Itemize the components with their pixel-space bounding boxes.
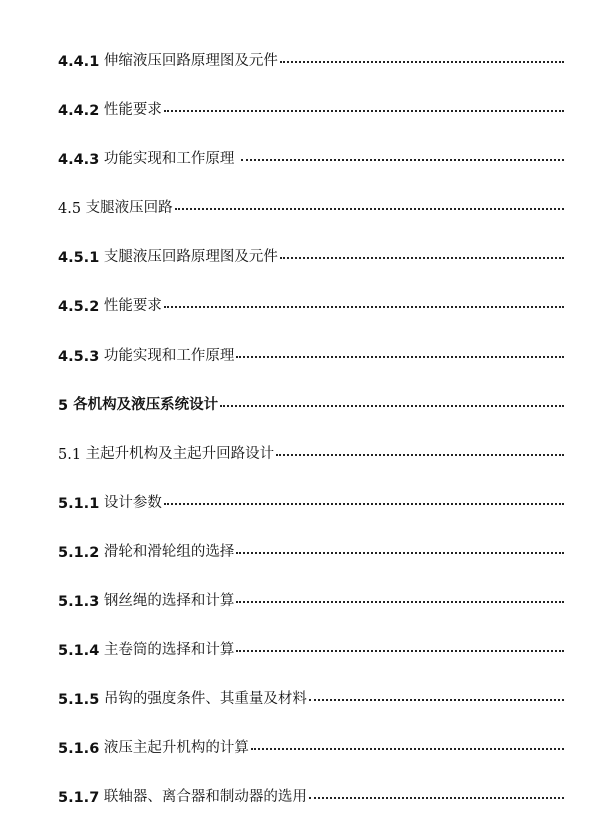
section-title: 设计参数 bbox=[103, 494, 162, 511]
dot-leader bbox=[236, 650, 564, 652]
section-number: 4.4.2 bbox=[58, 103, 100, 120]
section-number: 5.1.5 bbox=[58, 692, 100, 709]
toc-entry[interactable] bbox=[58, 512, 564, 561]
dot-leader bbox=[276, 454, 564, 456]
dot-leader bbox=[251, 748, 564, 750]
toc-entry[interactable] bbox=[58, 365, 564, 414]
section-title: 钢丝绳的选择和计算 bbox=[103, 593, 235, 610]
dot-leader bbox=[164, 306, 564, 308]
section-title: 伸缩液压回路原理图及元件 bbox=[103, 53, 278, 69]
toc-entry[interactable] bbox=[58, 168, 564, 217]
dot-leader bbox=[280, 61, 564, 63]
section-title: 各机构及液压系统设计 bbox=[73, 396, 219, 413]
dot-leader bbox=[236, 356, 564, 358]
section-title: 功能实现和工作原理 bbox=[103, 347, 235, 364]
section-title: 性能要求 bbox=[103, 102, 162, 119]
toc-entry[interactable] bbox=[58, 610, 564, 659]
section-title: 支腿液压回路 bbox=[85, 200, 173, 217]
section-title: 支腿液压回路原理图及元件 bbox=[103, 249, 278, 266]
section-title: 主起升机构及主起升回路设计 bbox=[85, 445, 275, 462]
section-number: 5.1.7 bbox=[58, 790, 100, 807]
dot-leader bbox=[280, 257, 564, 259]
section-title: 吊钩的强度条件、其重量及材料 bbox=[103, 691, 307, 708]
toc-entry[interactable] bbox=[58, 708, 564, 757]
toc-entry[interactable] bbox=[58, 48, 564, 70]
section-title: 联轴器、离合器和制动器的选用 bbox=[103, 789, 307, 806]
section-number: 5.1 bbox=[58, 446, 82, 463]
section-number: 5.1.6 bbox=[58, 741, 100, 758]
section-number: 5.1.4 bbox=[58, 643, 100, 660]
toc-entry[interactable] bbox=[58, 217, 564, 266]
dot-leader bbox=[220, 405, 564, 407]
section-number: 4.5.1 bbox=[58, 250, 100, 267]
section-number: 5.1.1 bbox=[58, 495, 100, 512]
dot-leader bbox=[241, 159, 564, 161]
dot-leader bbox=[164, 503, 564, 505]
toc-entry[interactable] bbox=[58, 463, 564, 512]
toc-entry[interactable] bbox=[58, 414, 564, 463]
section-number: 5.1.3 bbox=[58, 594, 100, 611]
toc-entry[interactable] bbox=[58, 561, 564, 610]
section-number: 4.5.3 bbox=[58, 348, 100, 365]
toc-entry[interactable] bbox=[58, 659, 564, 708]
dot-leader bbox=[236, 552, 564, 554]
toc-entry[interactable] bbox=[58, 119, 564, 168]
section-number: 5.1.2 bbox=[58, 544, 100, 561]
table-of-contents bbox=[58, 48, 564, 806]
section-number: 4.5 bbox=[58, 201, 82, 218]
toc-entry[interactable] bbox=[58, 757, 564, 806]
section-title: 主卷筒的选择和计算 bbox=[103, 642, 235, 659]
dot-leader bbox=[175, 208, 564, 210]
section-number: 4.4.3 bbox=[58, 152, 100, 169]
dot-leader bbox=[309, 797, 564, 799]
section-number: 4.4.1 bbox=[58, 54, 100, 70]
section-title: 液压主起升机构的计算 bbox=[103, 740, 249, 757]
toc-entry[interactable] bbox=[58, 315, 564, 364]
dot-leader bbox=[309, 699, 564, 701]
section-number: 4.5.2 bbox=[58, 299, 100, 316]
section-title: 性能要求 bbox=[103, 298, 162, 315]
dot-leader bbox=[164, 110, 564, 112]
toc-entry[interactable] bbox=[58, 70, 564, 119]
section-title: 功能实现和工作原理 bbox=[103, 151, 240, 168]
section-title: 滑轮和滑轮组的选择 bbox=[103, 543, 235, 560]
toc-entry[interactable] bbox=[58, 266, 564, 315]
section-number: 5 bbox=[58, 397, 69, 414]
dot-leader bbox=[236, 601, 564, 603]
